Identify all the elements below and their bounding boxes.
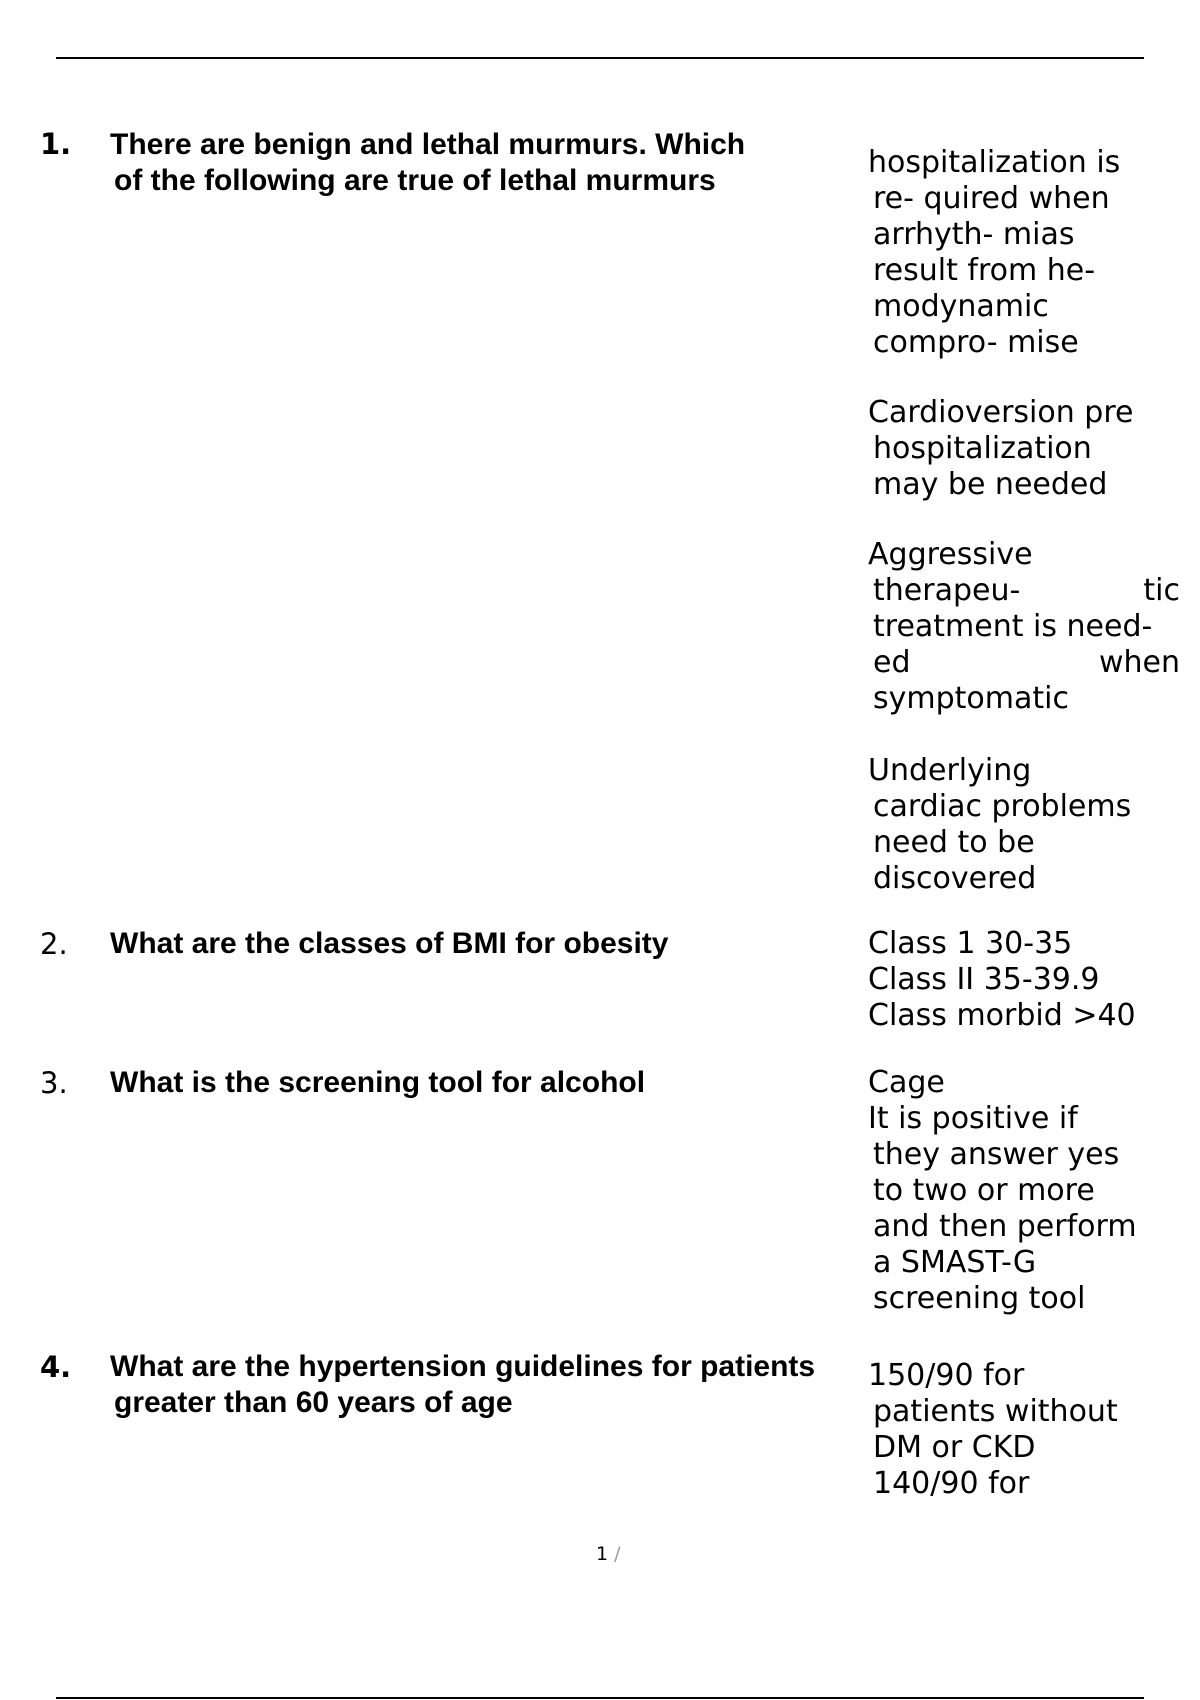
question-text (110, 926, 880, 962)
answer-word: therapeu- (873, 573, 1021, 608)
answer-line: Cardioversion pre (868, 395, 1134, 430)
answer-line: they answer yes (873, 1137, 1120, 1172)
question-number: 1. (40, 127, 72, 161)
answer-line: hospitalization (873, 431, 1092, 466)
answer-line: patients without (873, 1394, 1118, 1429)
answer-line: hospitalization is (868, 145, 1121, 180)
question-line: What is the screening tool for alcohol (110, 1066, 646, 1099)
question-number: 3. (40, 1066, 68, 1100)
answer-line: need to be (873, 825, 1035, 860)
answer-line (868, 645, 1180, 681)
answer-line: arrhyth- mias (873, 217, 1075, 252)
answer-line: result from he- (873, 253, 1096, 288)
answer-block (868, 1358, 1188, 1502)
answer-block (868, 1065, 1188, 1317)
top-rule (56, 57, 1144, 59)
answer-line: re- quired when (873, 181, 1110, 216)
answer-line: Cage (868, 1065, 945, 1100)
answer-line: cardiac problems (873, 789, 1132, 824)
answer-line: discovered (873, 861, 1037, 896)
answer-line: symptomatic (873, 681, 1069, 716)
question-text (110, 127, 880, 199)
answer-line: 140/90 for (873, 1466, 1030, 1501)
answer-line: Underlying (868, 753, 1032, 788)
page-number-value: 1 (596, 1543, 609, 1565)
answer-word: when (1098, 645, 1180, 680)
question-line: of the following are true of lethal murmurs (114, 164, 716, 197)
answer-line: Class morbid >40 (868, 998, 1136, 1033)
answer-line: Aggressive (868, 537, 1033, 572)
question-line: greater than 60 years of age (114, 1386, 513, 1419)
question-line: There are benign and lethal murmurs. Which (110, 128, 746, 161)
answer-line: a SMAST-G (873, 1245, 1037, 1280)
answer-word: ed (873, 645, 911, 680)
answer-line: It is positive if (868, 1101, 1078, 1136)
question-number: 2. (40, 927, 68, 961)
answer-line: Class 1 30-35 (868, 926, 1073, 961)
answer-block (868, 395, 1188, 503)
question-text (110, 1065, 880, 1101)
answer-line: treatment is need- (873, 609, 1153, 644)
answer-block (868, 537, 1188, 717)
answer-line: screening tool (873, 1281, 1086, 1316)
answer-block (868, 145, 1188, 361)
answer-line (868, 573, 1180, 609)
answer-line: Class II 35-39.9 (868, 962, 1100, 997)
answer-block (868, 753, 1188, 897)
question-number: 4. (40, 1350, 72, 1384)
page-number (596, 1543, 621, 1565)
page-number-separator: / (614, 1543, 621, 1565)
question-line: What are the classes of BMI for obesity (110, 927, 669, 960)
question-text (110, 1349, 880, 1421)
answer-line: to two or more (873, 1173, 1095, 1208)
answer-line: and then perform (873, 1209, 1137, 1244)
answer-line: compro- mise (873, 325, 1079, 360)
answer-word: tic (1143, 573, 1180, 608)
bottom-rule (56, 1697, 1144, 1699)
answer-block (868, 926, 1188, 1034)
answer-line: 150/90 for (868, 1358, 1025, 1393)
question-line: What are the hypertension guidelines for patients (110, 1350, 816, 1383)
answer-line: may be needed (873, 467, 1108, 502)
answer-line: modynamic (873, 289, 1049, 324)
answer-line: DM or CKD (873, 1430, 1036, 1465)
